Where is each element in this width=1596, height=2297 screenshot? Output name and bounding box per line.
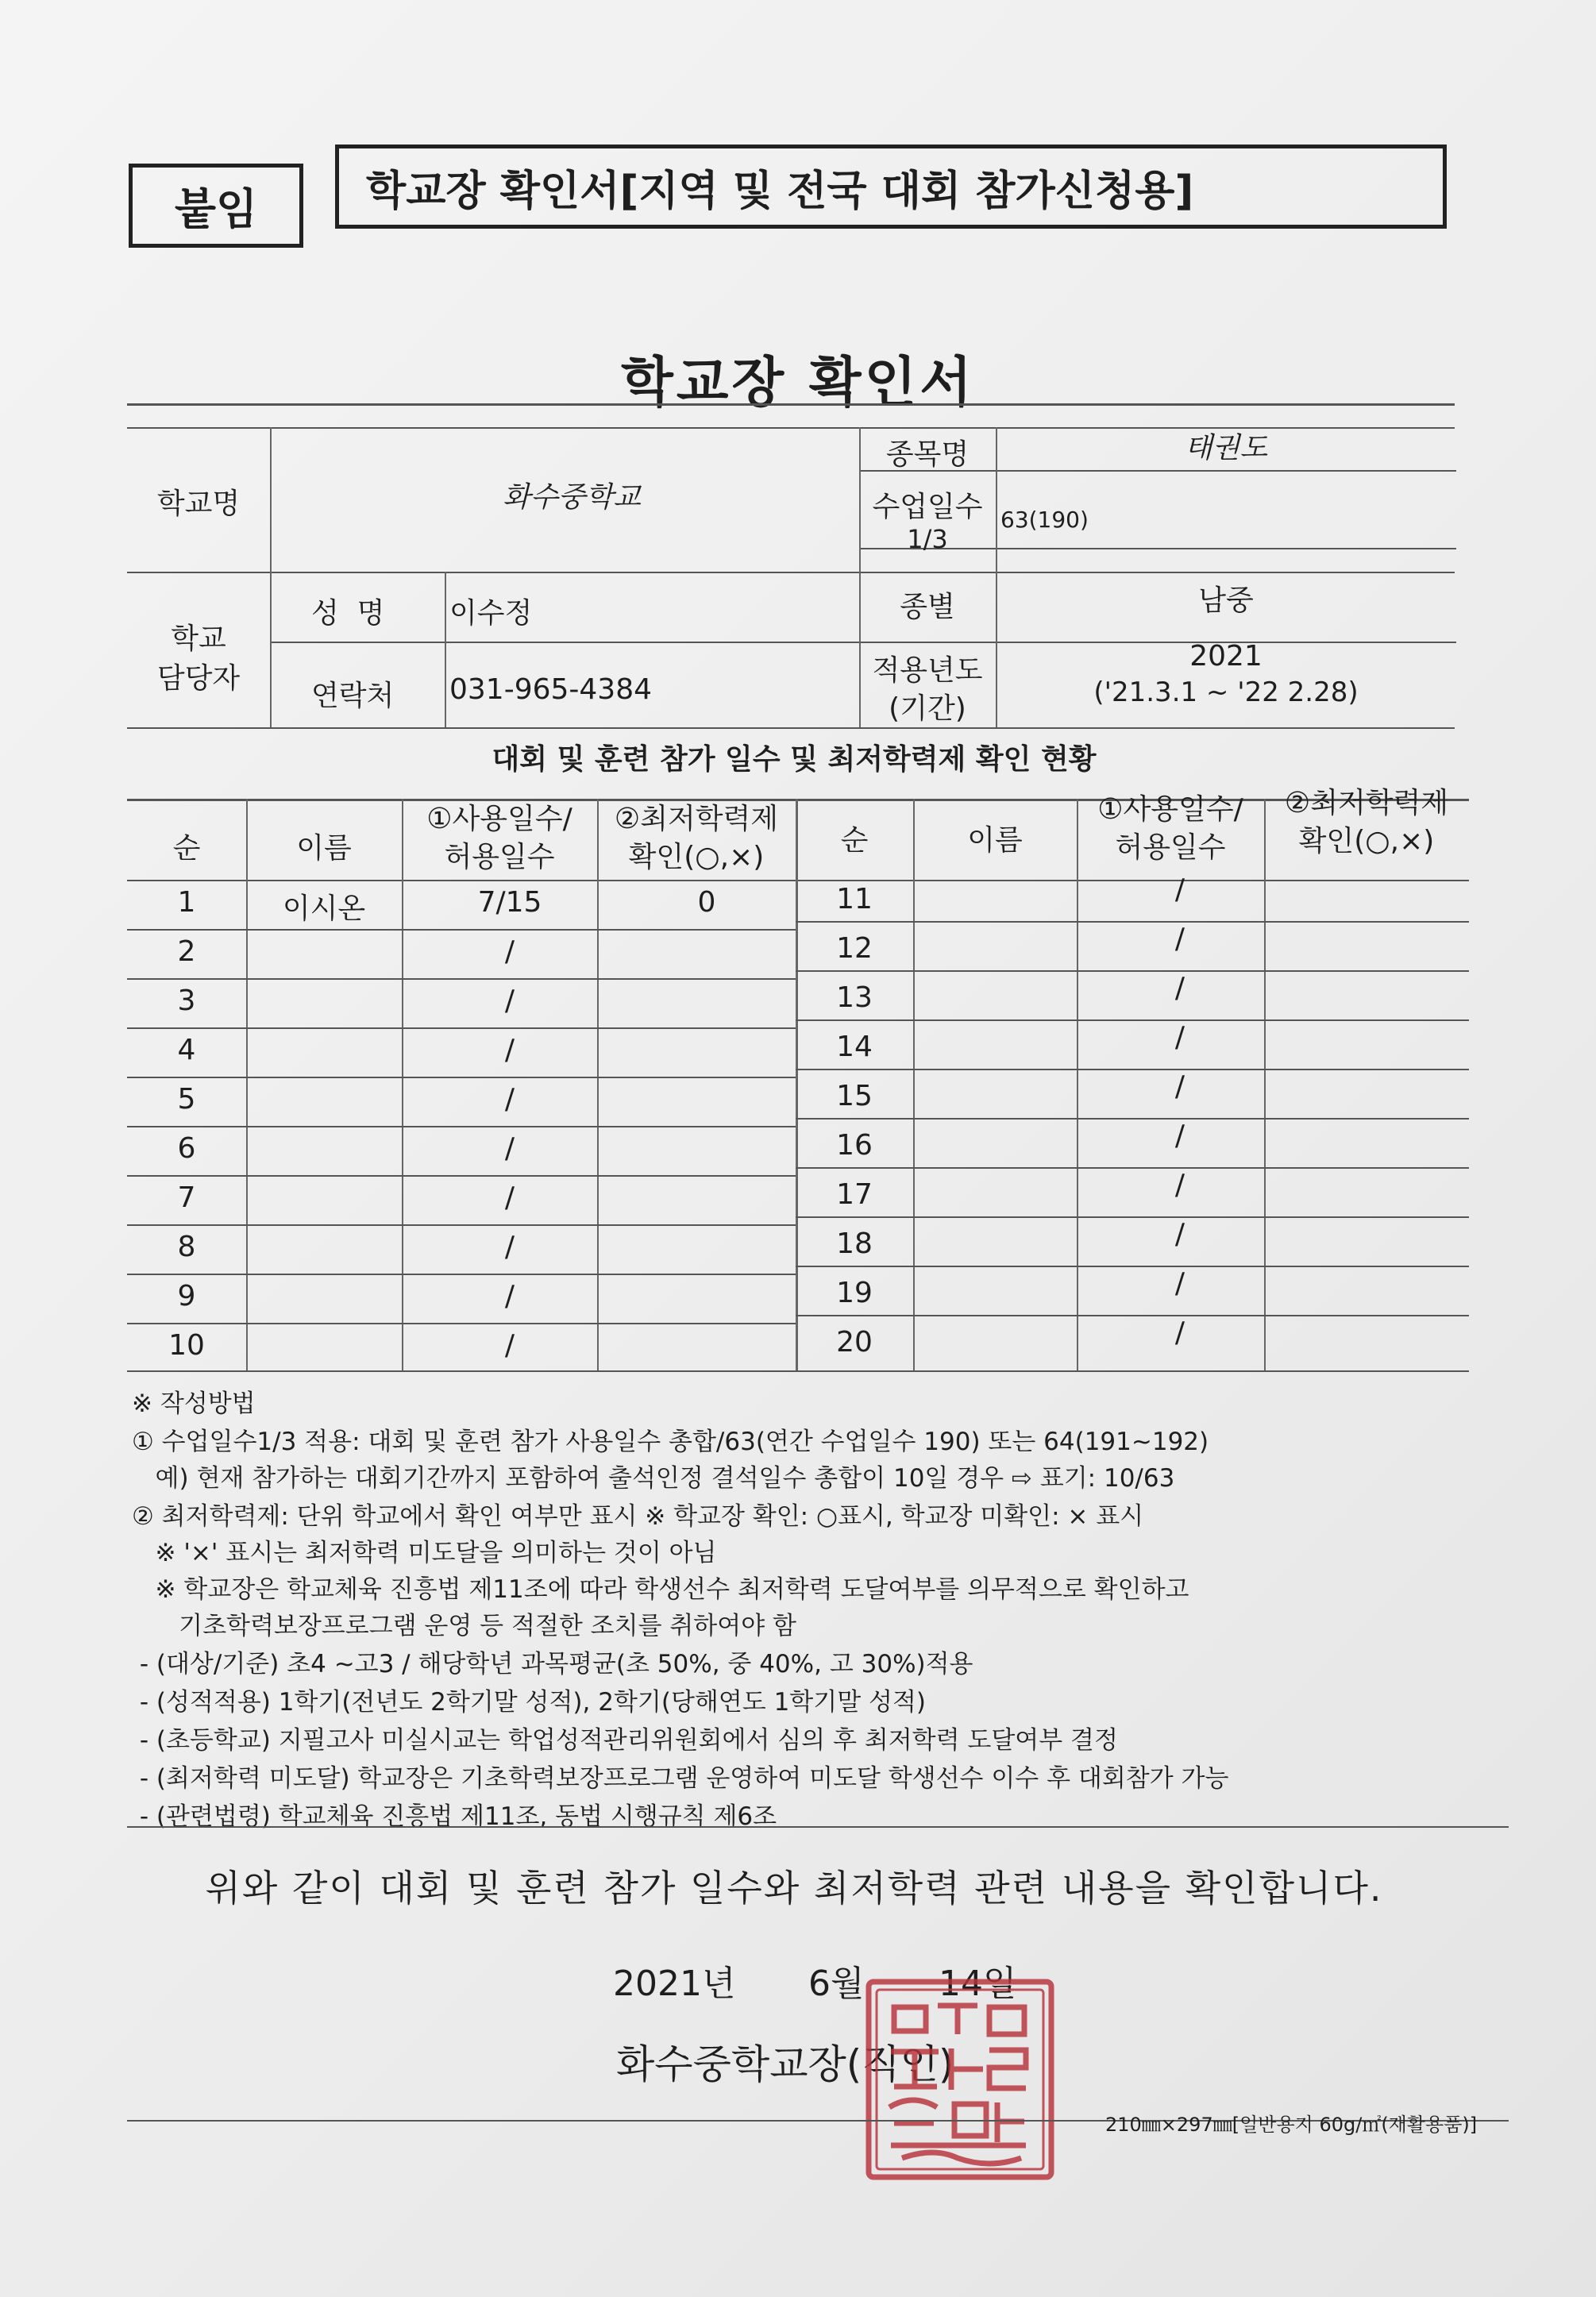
col-header-check-left: ②최저학력제 확인(○,×) bbox=[614, 803, 779, 873]
table-row-no: 19 bbox=[836, 1277, 873, 1309]
table-row-days: / bbox=[1174, 1070, 1185, 1103]
table-row-days: / bbox=[1174, 923, 1185, 955]
table-row-days: / bbox=[504, 1181, 515, 1214]
note-line: ① 수업일수1/3 적용: 대회 및 훈련 참가 사용일수 총합/63(연간 수업일수 190) 또는 64(191~192) bbox=[132, 1428, 1209, 1456]
table-row-days: / bbox=[1174, 1316, 1185, 1349]
paper-spec: 210㎜×297㎜[일반용지 60g/㎡(재활용품)] bbox=[1105, 2114, 1478, 2136]
class-days-value: 63(190) bbox=[1000, 507, 1089, 533]
note-line: ② 최저학력제: 단위 학교에서 확인 여부만 표시 ※ 학교장 확인: ○표시, 학교장 미확인: × 표시 bbox=[132, 1502, 1144, 1531]
note-line: 예) 현재 참가하는 대회기간까지 포함하여 출석인정 결석일수 총합이 10일 경우 ⇨ 표기: 10/63 bbox=[132, 1464, 1175, 1493]
table-row-no: 4 bbox=[177, 1034, 196, 1066]
table-row-no: 2 bbox=[177, 935, 196, 968]
table-row-no: 3 bbox=[177, 985, 196, 1017]
table-row-no: 9 bbox=[177, 1280, 196, 1312]
table-row-no: 6 bbox=[177, 1132, 196, 1165]
official-seal-icon bbox=[862, 1975, 1058, 2183]
page-title: 학교장 확인서 bbox=[621, 352, 975, 414]
note-line: ※ 작성방법 bbox=[132, 1389, 256, 1418]
table-row-days: / bbox=[504, 935, 515, 968]
table-row-no: 5 bbox=[177, 1083, 196, 1116]
year-value-line2: ('21.3.1 ~ '22 2.28) bbox=[1093, 676, 1359, 708]
manager-contact-label: 연락처 bbox=[311, 680, 395, 712]
col-header-check-right: ②최저학력제 확인(○,×) bbox=[1284, 787, 1449, 858]
col-header-name-left: 이름 bbox=[296, 832, 352, 865]
table-row-days: 7/15 bbox=[477, 886, 542, 919]
year-value-line1: 2021 bbox=[1189, 640, 1263, 673]
class-days-label-line2: 1/3 bbox=[907, 524, 948, 554]
table-row-days: / bbox=[1174, 1169, 1185, 1201]
manager-contact-value: 031-965-4384 bbox=[449, 673, 653, 706]
table-row-days: / bbox=[1174, 972, 1185, 1004]
sport-value: 태권도 bbox=[1184, 432, 1268, 464]
table-row-days: / bbox=[504, 1280, 515, 1312]
note-line: - (대상/기준) 초4 ~고3 / 해당학년 과목평균(초 50%, 중 40%, 고 30%)적용 bbox=[132, 1650, 973, 1678]
confirmation-statement: 위와 같이 대회 및 훈련 참가 일수와 최저학력 관련 내용을 확인합니다. bbox=[205, 1867, 1383, 1910]
table-row-days: / bbox=[1174, 1218, 1185, 1251]
note-line: - (초등학교) 지필고사 미실시교는 학업성적관리위원회에서 심의 후 최저학력 도달여부 결정 bbox=[132, 1726, 1118, 1755]
school-name-label: 학교명 bbox=[156, 488, 241, 520]
status-table-title: 대회 및 훈련 참가 일수 및 최저학력제 확인 현황 bbox=[492, 743, 1097, 776]
table-row-no: 14 bbox=[836, 1031, 873, 1063]
school-name-value: 화수중학교 bbox=[503, 481, 641, 514]
table-row-no: 15 bbox=[836, 1080, 873, 1112]
table-row-days: / bbox=[1174, 1120, 1185, 1152]
year-label-line2: (기간) bbox=[889, 692, 966, 725]
table-row-no: 11 bbox=[836, 883, 873, 915]
table-row-no: 16 bbox=[836, 1129, 873, 1162]
note-line: 기초학력보장프로그램 운영 등 적절한 조치를 취하여야 함 bbox=[132, 1612, 796, 1640]
table-row-days: / bbox=[504, 1329, 515, 1362]
category-value: 남중 bbox=[1198, 584, 1254, 617]
note-line: ※ '×' 표시는 최저학력 미도달을 의미하는 것이 아님 bbox=[132, 1539, 717, 1567]
table-row-name: 이시온 bbox=[282, 892, 366, 925]
table-row-no: 7 bbox=[177, 1181, 196, 1214]
principal-signature: 화수중학교장(직인) bbox=[616, 2041, 954, 2087]
col-header-no-right: 순 bbox=[840, 824, 869, 857]
manager-label-line1: 학교 bbox=[171, 622, 226, 655]
date-month: 6월 bbox=[808, 1964, 865, 2004]
table-row-days: / bbox=[504, 1034, 515, 1066]
document-heading-box bbox=[335, 145, 1447, 229]
table-row-no: 17 bbox=[836, 1178, 873, 1211]
table-row-no: 12 bbox=[836, 932, 873, 965]
table-row-no: 10 bbox=[168, 1329, 205, 1362]
attachment-label: 붙임 bbox=[174, 183, 258, 234]
category-label: 종별 bbox=[900, 591, 955, 623]
date-day: 14일 bbox=[939, 1964, 1017, 2004]
date-year: 2021년 bbox=[613, 1964, 736, 2004]
table-row-no: 1 bbox=[177, 886, 196, 919]
note-line: - (관련법령) 학교체육 진흥법 제11조, 동법 시행규칙 제6조 bbox=[132, 1802, 777, 1831]
manager-label-line2: 담당자 bbox=[156, 662, 241, 695]
table-row-days: / bbox=[504, 1083, 515, 1116]
table-row-days: / bbox=[1174, 1267, 1185, 1300]
year-label-line1: 적용년도 bbox=[872, 654, 983, 687]
table-row-days: / bbox=[1174, 873, 1185, 906]
table-row-no: 20 bbox=[836, 1326, 873, 1359]
col-header-name-right: 이름 bbox=[967, 824, 1023, 857]
table-row-no: 8 bbox=[177, 1231, 196, 1263]
table-row-days: / bbox=[504, 1132, 515, 1165]
table-row-days: / bbox=[1174, 1021, 1185, 1054]
note-line: - (최저학력 미도달) 학교장은 기초학력보장프로그램 운영하여 미도달 학생선수 이수 후 대회참가 가능 bbox=[132, 1764, 1229, 1793]
attachment-label-box bbox=[129, 164, 303, 248]
table-row-no: 13 bbox=[836, 981, 873, 1014]
document-heading: 학교장 확인서[지역 및 전국 대회 참가신청용] bbox=[366, 167, 1194, 215]
table-row-no: 18 bbox=[836, 1228, 873, 1260]
sport-label: 종목명 bbox=[885, 438, 970, 471]
manager-name-label: 성 명 bbox=[311, 597, 385, 630]
class-days-label-line1: 수업일수 bbox=[872, 491, 983, 523]
note-line: - (성적적용) 1학기(전년도 2학기말 성적), 2학기(당해연도 1학기말 성적) bbox=[132, 1688, 926, 1717]
manager-name-value: 이수정 bbox=[449, 597, 533, 630]
col-header-days-left: ①사용일수/ 허용일수 bbox=[426, 803, 572, 873]
col-header-days-right: ①사용일수/ 허용일수 bbox=[1097, 793, 1243, 864]
table-row-days: / bbox=[504, 1231, 515, 1263]
note-line: ※ 학교장은 학교체육 진흥법 제11조에 따라 학생선수 최저학력 도달여부를 의무적으로 확인하고 bbox=[132, 1575, 1189, 1604]
table-row-days: / bbox=[504, 985, 515, 1017]
table-row-check: 0 bbox=[697, 886, 716, 919]
col-header-no-left: 순 bbox=[172, 832, 201, 865]
